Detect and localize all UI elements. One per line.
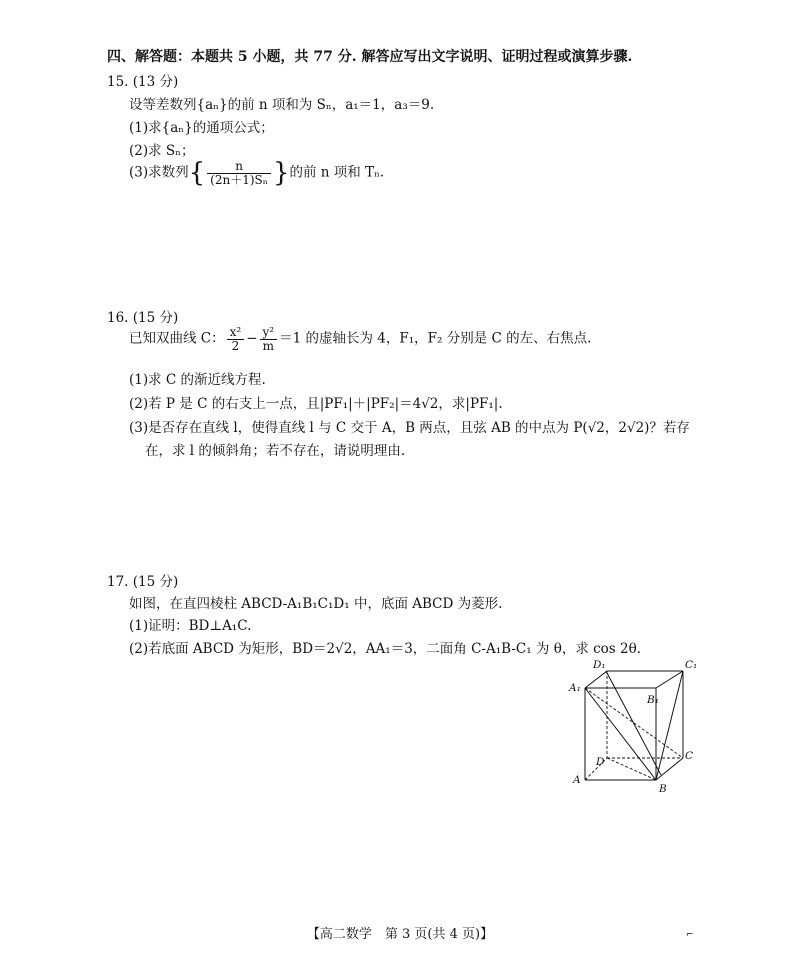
q15-part3-suffix: 的前 n 项和 Tₙ. (289, 164, 385, 181)
q15-number: 15. (13 分) (107, 74, 179, 90)
section-header: 四、解答题：本题共 5 小题，共 77 分. 解答应写出文字说明、证明过程或演算步骤. (107, 49, 633, 65)
line-a1-c-hidden (585, 688, 683, 758)
q16-part3-line1: (3)是否存在直线 l，使得直线 l 与 C 交于 A，B 两点，且弦 AB 的中点为 P(√2，2√2)？若存 (129, 420, 690, 436)
q15-stem: 设等差数列{aₙ}的前 n 项和为 Sₙ，a₁＝1，a₃＝9. (129, 97, 435, 113)
label-d: D (596, 756, 605, 768)
edge-a1-d1 (585, 671, 607, 688)
page-footer: 【高二数学 第 3 页(共 4 页)】 (306, 927, 494, 942)
q16-part2: (2)若 P 是 C 的右支上一点，且|PF₁|＋|PF₂|＝4√2，求|PF₁|. (129, 396, 503, 412)
prism-figure (565, 655, 705, 797)
edge-b-c (656, 758, 683, 780)
right-brace: } (272, 158, 290, 189)
q17-part2: (2)若底面 ABCD 为矩形，BD＝2√2，AA₁＝3，二面角 C-A₁B-C₁ 为 θ，求 cos 2θ. (129, 641, 642, 657)
q16-part3-line2: 在，求 l 的倾斜角；若不存在，请说明理由. (145, 443, 406, 459)
label-c1: C₁ (685, 659, 698, 671)
q16-stem-prefix: 已知双曲线 C： (129, 330, 225, 347)
q16-frac2-denominator: m (260, 339, 278, 353)
q16-fraction-y (260, 326, 278, 352)
q16-part1: (1)求 C 的渐近线方程. (129, 372, 266, 388)
q16-frac1-denominator: 2 (227, 339, 245, 353)
label-d1: D₁ (593, 659, 606, 671)
line-d-b-hidden (607, 758, 656, 780)
q16-number: 16. (15 分) (107, 310, 179, 326)
q15-fraction (207, 160, 271, 186)
label-b1: B₁ (647, 694, 659, 706)
q15-part1: (1)求{aₙ}的通项公式； (129, 120, 274, 136)
label-c: C (685, 750, 694, 762)
q15-frac-numerator: n (235, 159, 243, 173)
q16-frac2-numerator: y² (262, 325, 275, 339)
q15-part3 (129, 158, 385, 189)
q15-part2: (2)求 Sₙ； (129, 143, 195, 159)
q17-number: 17. (15 分) (107, 574, 179, 590)
left-brace: { (188, 158, 206, 189)
label-a1: A₁ (569, 682, 581, 694)
q17-stem: 如图，在直四棱柱 ABCD-A₁B₁C₁D₁ 中，底面 ABCD 为菱形. (129, 596, 503, 612)
label-a: A (573, 774, 581, 786)
q16-stem-suffix: ＝1 的虚轴长为 4，F₁，F₂ 分别是 C 的左、右焦点. (279, 330, 592, 347)
q16-fraction-x (227, 326, 245, 352)
line-b-c1 (656, 671, 683, 780)
q15-frac-denominator: (2n＋1)Sₙ (207, 173, 271, 187)
corner-mark: ⌐ (686, 930, 694, 940)
line-d1-b (606, 671, 661, 775)
q16-stem (129, 326, 591, 352)
q16-frac1-numerator: x² (229, 325, 242, 339)
q16-minus: − (246, 330, 258, 347)
q17-part1: (1)证明：BD⊥A₁C. (129, 618, 252, 634)
q15-part3-prefix: (3)求数列 (129, 164, 189, 181)
label-b: B (659, 783, 667, 795)
